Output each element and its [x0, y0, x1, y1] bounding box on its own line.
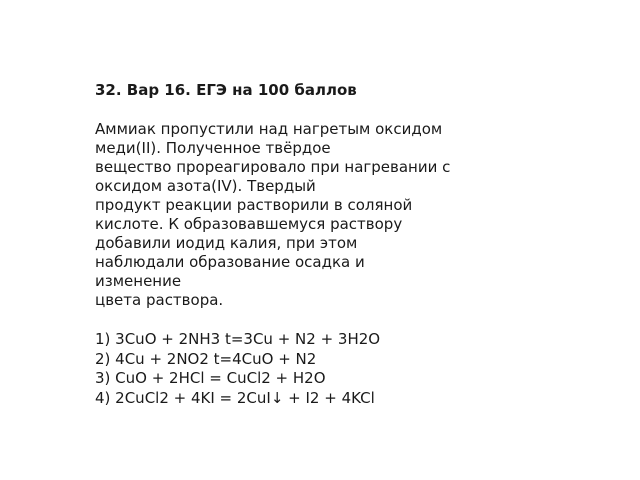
problem-line: добавили иодид калия, при этом: [95, 234, 358, 252]
problem-line: изменение: [95, 272, 182, 290]
reaction-equation: 1) 3CuO + 2NH3 t=3Cu + N2 + 3H2O: [95, 330, 381, 348]
problem-line: кислоте. К образовавшемуся раствору: [95, 215, 403, 233]
problem-line: оксидом азота(IV). Твердый: [95, 177, 316, 195]
document-title: 32. Вар 16. ЕГЭ на 100 баллов: [95, 81, 357, 99]
reaction-equation: 2) 4Cu + 2NO2 t=4CuO + N2: [95, 349, 317, 368]
text-block: [95, 80, 495, 408]
problem-line: меди(II). Полученное твёрдое: [95, 139, 331, 157]
problem-line: наблюдали образование осадка и: [95, 253, 365, 271]
spacer: [95, 100, 495, 120]
reaction-equation: 4) 2CuCl2 + 4KI = 2CuI↓ + I2 + 4KCl: [95, 388, 375, 407]
spacer: [95, 310, 495, 330]
problem-line: Аммиак пропустили над нагретым оксидом: [95, 120, 443, 138]
problem-line: вещество прореагировало при нагревании с: [95, 158, 451, 176]
problem-line: цвета раствора.: [95, 291, 224, 309]
reaction-list: [95, 330, 495, 408]
reaction-equation: 3) CuO + 2HCl = CuCl2 + H2O: [95, 369, 326, 387]
problem-line: продукт реакции растворили в соляной: [95, 196, 413, 214]
problem-text: [95, 120, 495, 310]
